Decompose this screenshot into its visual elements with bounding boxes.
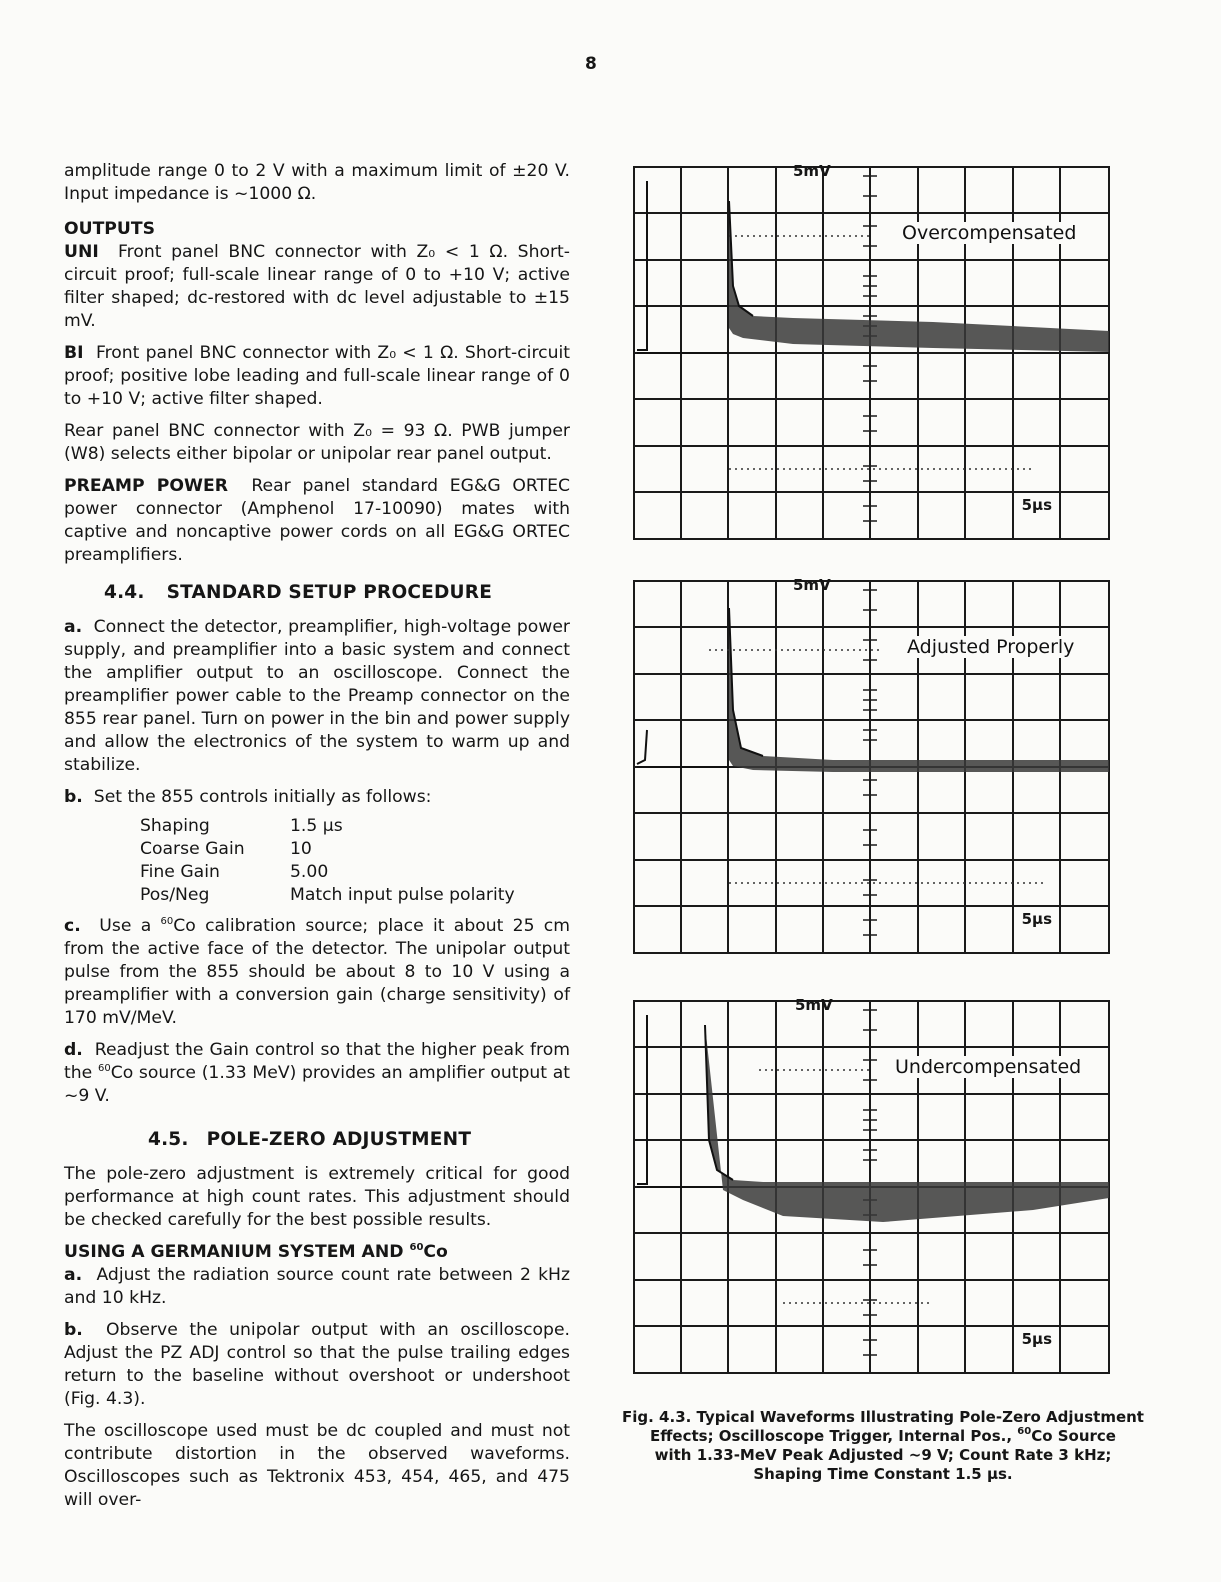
isotope-superscript: 60 <box>409 1242 424 1253</box>
control-value: Match input pulse polarity <box>290 885 515 905</box>
step-label: b. <box>64 1320 83 1340</box>
control-name: Fine Gain <box>140 862 220 882</box>
caption-line: Shaping Time Constant 1.5 µs. <box>753 1465 1013 1483</box>
time-per-div-label: 5µs <box>1021 496 1052 514</box>
waveform-label: Undercompensated <box>891 1056 1085 1078</box>
control-value: 10 <box>290 839 312 859</box>
section-title: POLE-ZERO ADJUSTMENT <box>206 1129 472 1150</box>
heading-text: USING A GERMANIUM SYSTEM AND <box>64 1242 404 1262</box>
volts-per-div-label: 5mV <box>795 996 833 1014</box>
step-label: c. <box>64 916 81 936</box>
step-text: Connect the detector, preamplifier, high-voltage power supply, and preamplifier into a basic system and connect the amplifier output to an oscilloscope. Connect the preamplifier power cable to the Preamp connector on the 855 rear panel. Turn on power in the bin and power supply and allow the electronics of the system to warm up and stabilize. <box>64 617 571 775</box>
volts-per-div-label: 5mV <box>793 162 831 180</box>
intro-paragraph: amplitude range 0 to 2 V with a maximum limit of ±20 V. Input impedance is ~1000 Ω. <box>64 161 570 204</box>
controls-table <box>140 815 515 907</box>
table-row <box>140 884 515 907</box>
step-text: Readjust the Gain control so that the higher peak from the <box>64 1040 570 1083</box>
step-text: Observe the unipolar output with an oscilloscope. Adjust the PZ ADJ control so that the pulse trailing edges return to the baseline without overshoot or undershoot (Fig. 4.3). <box>64 1320 570 1409</box>
step-text: Set the 855 controls initially as follows: <box>93 787 432 807</box>
section-heading-4-4 <box>104 581 570 604</box>
control-value: 5.00 <box>290 862 329 882</box>
section-title: STANDARD SETUP PROCEDURE <box>166 582 493 603</box>
bi-paragraph <box>64 342 570 411</box>
step-label: a. <box>64 1265 83 1285</box>
scope-adjusted-properly <box>633 576 1110 954</box>
caption-line: with 1.33-MeV Peak Adjusted ~9 V; Count Rate 3 kHz; <box>654 1446 1112 1464</box>
table-row <box>140 815 515 838</box>
section-number: 4.4. <box>104 582 145 603</box>
volts-per-div-label: 5mV <box>793 576 831 594</box>
step-a <box>64 616 570 777</box>
uni-text: Front panel BNC connector with Z₀ < 1 Ω. Short-circuit proof; full-scale linear range of 0 to +10 V; active filter shaped; dc-restored with dc level adjustable to ±15 mV. <box>64 242 570 331</box>
caption-line <box>622 1427 1144 1446</box>
control-name: Shaping <box>140 816 210 836</box>
step-text: Co source (1.33 MeV) provides an amplifier output at ~9 V. <box>64 1063 571 1106</box>
time-per-div-label: 5µs <box>1021 910 1052 928</box>
scope-undercompensated <box>633 996 1110 1374</box>
caption-text: Co Source <box>1031 1427 1116 1445</box>
table-row <box>140 861 515 884</box>
ge-step-a <box>64 1264 570 1310</box>
page-number: 8 <box>585 54 597 74</box>
step-b <box>64 786 570 809</box>
step-d <box>64 1039 570 1108</box>
table-row <box>140 838 515 861</box>
section-number: 4.5. <box>148 1129 189 1150</box>
text-column <box>64 160 570 1521</box>
isotope-superscript: 60 <box>1017 1426 1032 1437</box>
caption-text: Effects; Oscilloscope Trigger, Internal Pos., <box>650 1427 1013 1445</box>
time-per-div-label: 5µs <box>1021 1330 1052 1348</box>
preamp-text: Rear panel standard EG&G ORTEC power connector (Amphenol 17-10090) mates with captive and noncaptive power cords on all EG&G ORTEC preamplifiers. <box>64 476 570 565</box>
uni-label: UNI <box>64 242 99 262</box>
uni-paragraph <box>64 241 570 333</box>
isotope-superscript: 60 <box>160 916 174 927</box>
step-text: Adjust the radiation source count rate between 2 kHz and 10 kHz. <box>64 1265 570 1308</box>
step-label: d. <box>64 1040 83 1060</box>
control-name: Coarse Gain <box>140 839 245 859</box>
ge-step-b <box>64 1319 570 1411</box>
isotope-superscript: 60 <box>97 1063 111 1074</box>
pz-intro: The pole-zero adjustment is extremely critical for good performance at high count rates. This adjustment should be checked carefully for the best possible results. <box>64 1164 570 1230</box>
step-text: Co calibration source; place it about 25 cm from the active face of the detector. The unipolar output pulse from the 855 should be about 8 to 10 V using a preamplifier with a conversion gain (charge sensitivity) of 170 mV/MeV. <box>64 916 571 1028</box>
outputs-heading: OUTPUTS <box>64 219 155 239</box>
waveform-label: Adjusted Properly <box>903 636 1078 658</box>
step-label: a. <box>64 617 83 637</box>
step-label: b. <box>64 787 83 807</box>
rear-panel-paragraph: Rear panel BNC connector with Z₀ = 93 Ω. PWB jumper (W8) selects either bipolar or unipolar rear panel output. <box>64 421 570 464</box>
oscilloscope-note: The oscilloscope used must be dc coupled and must not contribute distortion in the observed waveforms. Oscilloscopes such as Tektronix 453, 454, 465, and 475 will over- <box>64 1421 570 1510</box>
waveform-label: Overcompensated <box>898 222 1080 244</box>
bi-label: BI <box>64 343 84 363</box>
step-c <box>64 915 570 1030</box>
preamp-paragraph <box>64 475 570 567</box>
preamp-label: PREAMP POWER <box>64 476 228 496</box>
figure-caption <box>622 1408 1144 1484</box>
step-text: Use a <box>99 916 152 936</box>
bi-text: Front panel BNC connector with Z₀ < 1 Ω. Short-circuit proof; positive lobe leading and full-scale linear range of 0 to +10 V; active filter shaped. <box>64 343 571 409</box>
section-heading-4-5 <box>148 1128 570 1151</box>
germanium-heading <box>64 1241 570 1264</box>
caption-line: Fig. 4.3. Typical Waveforms Illustrating Pole-Zero Adjustment <box>622 1408 1144 1426</box>
control-name: Pos/Neg <box>140 885 210 905</box>
scope-overcompensated <box>633 162 1110 540</box>
control-value: 1.5 µs <box>290 816 343 836</box>
heading-text: Co <box>423 1242 448 1262</box>
